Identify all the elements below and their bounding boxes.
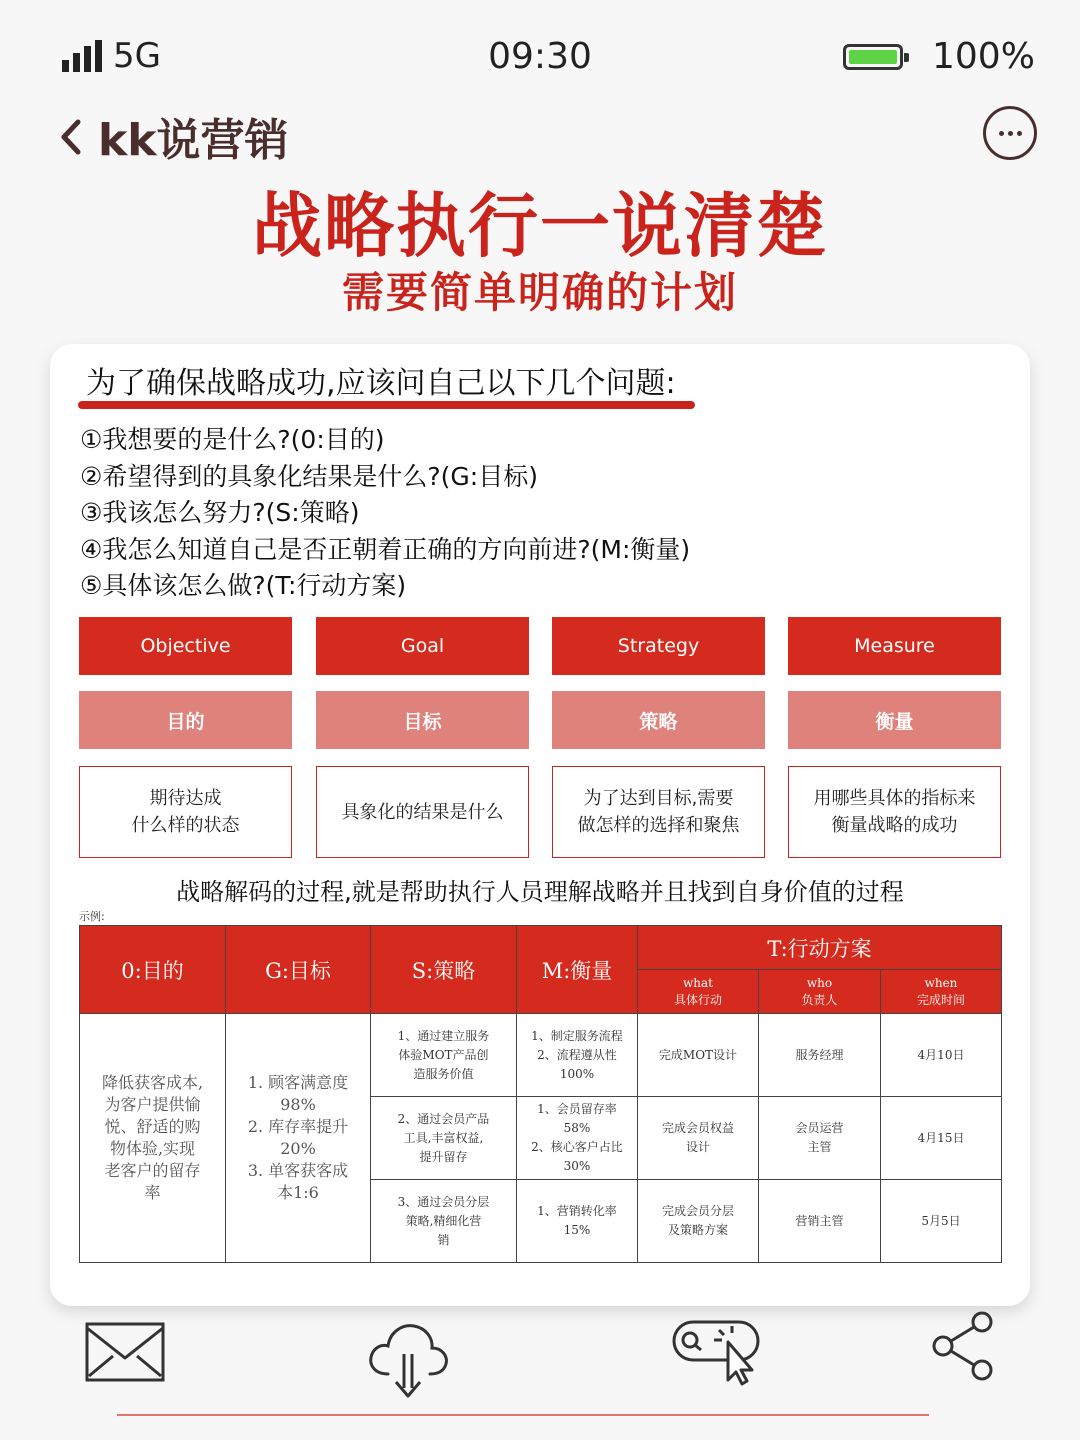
- who-cell: 会员运营 主管: [759, 1097, 881, 1180]
- mail-icon: [85, 1322, 165, 1382]
- table-header-strategy: S:策略: [371, 926, 517, 1014]
- who-cell: 营销主管: [759, 1180, 881, 1263]
- box-measure-zh: 衡量: [788, 691, 1001, 749]
- page-title: 战略执行一说清楚: [252, 185, 828, 267]
- strategy-cell: 2、通过会员产品 工具,丰富权益, 提升留存: [371, 1097, 517, 1180]
- measure-cell: 1、制定服务流程 2、流程遵从性 100%: [517, 1014, 638, 1097]
- clock: 09:30: [488, 36, 592, 77]
- box-goal-desc: 具象化的结果是什么: [316, 766, 529, 858]
- more-icon: [999, 131, 1004, 136]
- decode-statement: 战略解码的过程,就是帮助执行人员理解战略并且找到自身价值的过程: [176, 878, 904, 906]
- box-measure: Measure: [788, 617, 1001, 675]
- who-cell: 服务经理: [759, 1014, 881, 1097]
- table-subheader-who: who 负责人: [759, 970, 881, 1014]
- mail-button[interactable]: [85, 1322, 165, 1386]
- measure-cell: 1、会员留存率 58% 2、核心客户占比 30%: [517, 1097, 638, 1180]
- box-goal-zh: 目标: [316, 691, 529, 749]
- example-label: 示例:: [79, 910, 105, 923]
- search-button[interactable]: [672, 1318, 764, 1392]
- box-objective-zh: 目的: [79, 691, 292, 749]
- table-header-measure: M:衡量: [517, 926, 638, 1014]
- share-button[interactable]: [930, 1310, 996, 1386]
- table-header-goal: G:目标: [226, 926, 371, 1014]
- box-strategy-desc: 为了达到目标,需要 做怎样的选择和聚焦: [552, 766, 765, 858]
- nav-bar: [0, 104, 1080, 164]
- when-cell: 4月10日: [881, 1014, 1002, 1097]
- table-row: [80, 1014, 1002, 1097]
- account-name[interactable]: kk说营销: [98, 115, 289, 166]
- what-cell: 完成MOT设计: [638, 1014, 759, 1097]
- content-card: [50, 344, 1030, 1306]
- strategy-cell: 3、通过会员分层 策略,精细化营 销: [371, 1180, 517, 1263]
- table-subheader-when: when 完成时间: [881, 970, 1002, 1014]
- table-header-objective: 0:目的: [80, 926, 226, 1014]
- what-cell: 完成会员分层 及策略方案: [638, 1180, 759, 1263]
- status-bar: [0, 0, 1080, 110]
- box-objective-desc: 期待达成 什么样的状态: [79, 766, 292, 858]
- share-icon: [930, 1310, 996, 1382]
- list-item: ①我想要的是什么?(0:目的): [80, 425, 385, 454]
- battery-percent: 100%: [932, 36, 1035, 77]
- download-button[interactable]: [366, 1318, 450, 1404]
- bottom-divider: [117, 1414, 929, 1416]
- box-strategy: Strategy: [552, 617, 765, 675]
- goal-cell: 1. 顾客满意度 98% 2. 库存率提升 20% 3. 单客获客成 本1:6: [226, 1014, 371, 1263]
- what-cell: 完成会员权益 设计: [638, 1097, 759, 1180]
- search-click-icon: [672, 1318, 764, 1388]
- list-item: ④我怎么知道自己是否正朝着正确的方向前进?(M:衡量): [80, 534, 691, 564]
- when-cell: 4月15日: [881, 1097, 1002, 1180]
- table-subheader-what: what 具体行动: [638, 970, 759, 1014]
- back-chevron-icon: [52, 110, 92, 160]
- list-item: ③我该怎么努力?(S:策略): [80, 498, 360, 527]
- battery-icon: [843, 44, 903, 70]
- box-objective: Objective: [79, 617, 292, 675]
- example-table: [79, 925, 1002, 1263]
- heading-underline: [78, 401, 695, 409]
- list-item: ②希望得到的具象化结果是什么?(G:目标): [80, 461, 538, 491]
- back-button[interactable]: [52, 110, 92, 160]
- list-item: ⑤具体该怎么做?(T:行动方案): [80, 571, 407, 600]
- box-strategy-zh: 策略: [552, 691, 765, 749]
- network-label: 5G: [113, 36, 161, 76]
- page-subtitle: 需要简单明确的计划: [341, 268, 738, 317]
- measure-cell: 1、营销转化率 15%: [517, 1180, 638, 1263]
- when-cell: 5月5日: [881, 1180, 1002, 1263]
- more-button[interactable]: [983, 106, 1037, 160]
- strategy-cell: 1、通过建立服务 体验MOT产品创 造服务价值: [371, 1014, 517, 1097]
- box-measure-desc: 用哪些具体的指标来 衡量战略的成功: [788, 766, 1001, 858]
- table-header-action: T:行动方案: [638, 926, 1002, 970]
- questions-heading: 为了确保战略成功,应该问自己以下几个问题:: [86, 366, 676, 401]
- questions-list: [80, 422, 690, 605]
- objective-cell: 降低获客成本, 为客户提供愉 悦、舒适的购 物体验,实现 老客户的留存 率: [80, 1014, 226, 1263]
- cloud-download-icon: [366, 1318, 450, 1400]
- bottom-tab-bar: [0, 1310, 1080, 1410]
- box-goal: Goal: [316, 617, 529, 675]
